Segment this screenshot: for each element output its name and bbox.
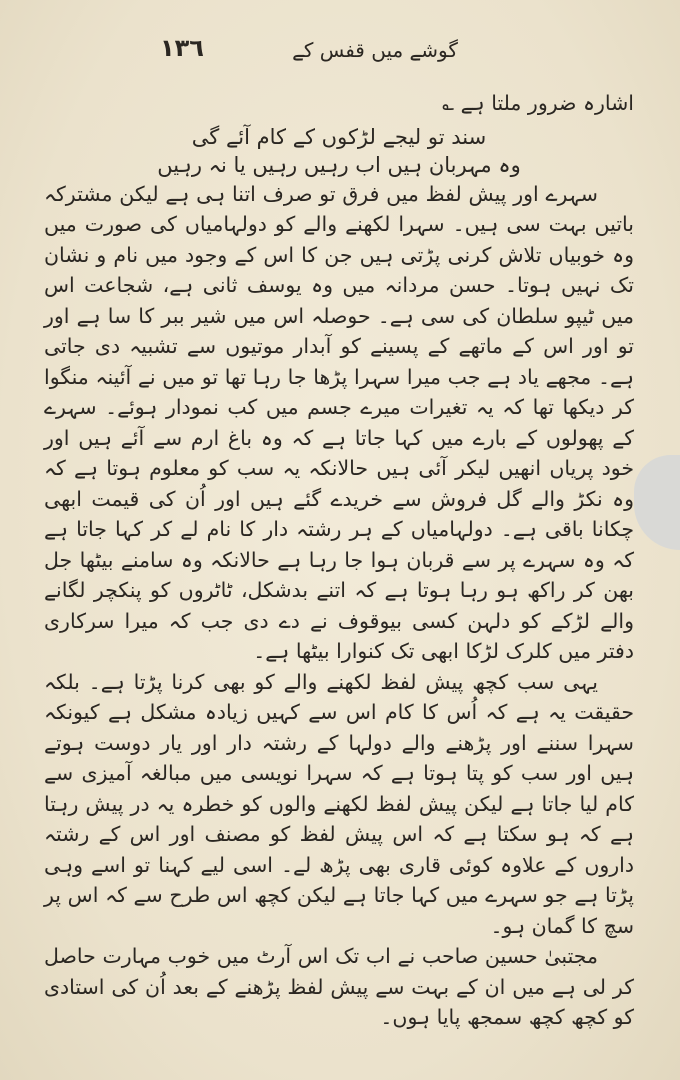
page-header (40, 34, 640, 74)
verse-line-2: وہ مہربان ہیں اب رہیں رہیں یا نہ رہیں (157, 152, 521, 177)
verse-line-1: سند تو لیجے لڑکوں کے کام آئے گی (191, 124, 487, 149)
body-text (44, 88, 634, 1033)
paragraph-1: سہرے اور پیش لفظ میں فرق تو صرف اتنا ہی ہے لیکن مشترکہ باتیں بہت سی ہیں۔ سہرا لکھنے والے کو دولہامیاں کی صورت میں وہ خوبیاں تلاش کرنی پڑتی ہیں جن کا اس کے وجود میں نام و نشان تک نہیں ہوتا۔ حسن مردانہ میں وہ یوسف ثانی ہے، شجاعت اس میں ٹیپو سلطان کی سی ہے۔ حوصلہ اس میں شیر ببر کا سا ہے اور تو اور اس کے ماتھے کے پسینے کو آبدار موتیوں سے تشبیہ دی جاتی ہے۔ مجھے یاد ہے جب میرا سہرا پڑھا جا رہا تھا تو میں نے آئینہ منگوا کر دیکھا تھا کہ یہ تغیرات میرے جسم میں کب نمودار ہوئے۔ سہرے کے پھولوں کے بارے میں کہا جاتا ہے کہ وہ باغ ارم سے آئے ہیں اور خود پریاں انھیں لیکر آئی ہیں حالانکہ یہ سب کو معلوم ہوتا ہے کہ وہ نکڑ والے گل فروش سے خریدے گئے ہیں اور اُن کی قیمت ابھی چکانا باقی ہے۔ دولہامیاں کے ہر رشتہ دار کا نام لے کر کہا جاتا ہے کہ وہ سہرے پر سے قربان ہوا جا رہا ہے حالانکہ وہ سامنے بیٹھا جل بھن کر راکھ ہو رہا ہوتا ہے کہ اتنے بدشکل، ٹاٹروں کو پنکچر لگانے والے لڑکے کو دلہن کسی بیوقوف نے دے دی جب کہ میرا سرکاری دفتر میں کلرک لڑکا ابھی تک کنوارا بیٹھا ہے۔ (44, 181, 634, 663)
running-title: گوشے میں قفس کے (292, 38, 458, 62)
page-number: ١٣٦ (160, 34, 204, 62)
page-tear-mark (634, 455, 680, 550)
paragraph-2: یہی سب کچھ پیش لفظ لکھنے والے کو بھی کرنا پڑتا ہے۔ بلکہ حقیقت یہ ہے کہ اُس کا کام اس سے کہیں زیادہ مشکل ہے کیونکہ سہرا سننے اور پڑھنے والے دولہا کے رشتہ دار اور یار دوست ہوتے ہیں اور سب کو پتا ہوتا ہے کہ سہرا نویسی میں مبالغہ آمیزی سے کام لیا جاتا ہے لیکن پیش لفظ لکھنے والوں کو خطرہ یہ در پیش رہتا ہے کہ ہو سکتا ہے کہ اس پیش لفظ کو مصنف اور اس کے رشتہ داروں کے علاوہ کوئی قاری بھی پڑھ لے۔ اسی لیے کہنا تو اسے وہی پڑتا ہے جو سہرے میں کہا جاتا ہے لیکن کچھ اس طرح سے کہ اس پر سچ کا گمان ہو۔ (44, 669, 634, 938)
paragraph-3: مجتبیٰ حسین صاحب نے اب تک اس آرٹ میں خوب مہارت حاصل کر لی ہے میں ان کے بہت سے پیش لفظ پڑھنے کے بعد اُن کی استادی کو کچھ کچھ سمجھ پایا ہوں۔ (44, 944, 634, 1029)
intro-line: اشارہ ضرور ملتا ہے ؎ (442, 91, 634, 115)
